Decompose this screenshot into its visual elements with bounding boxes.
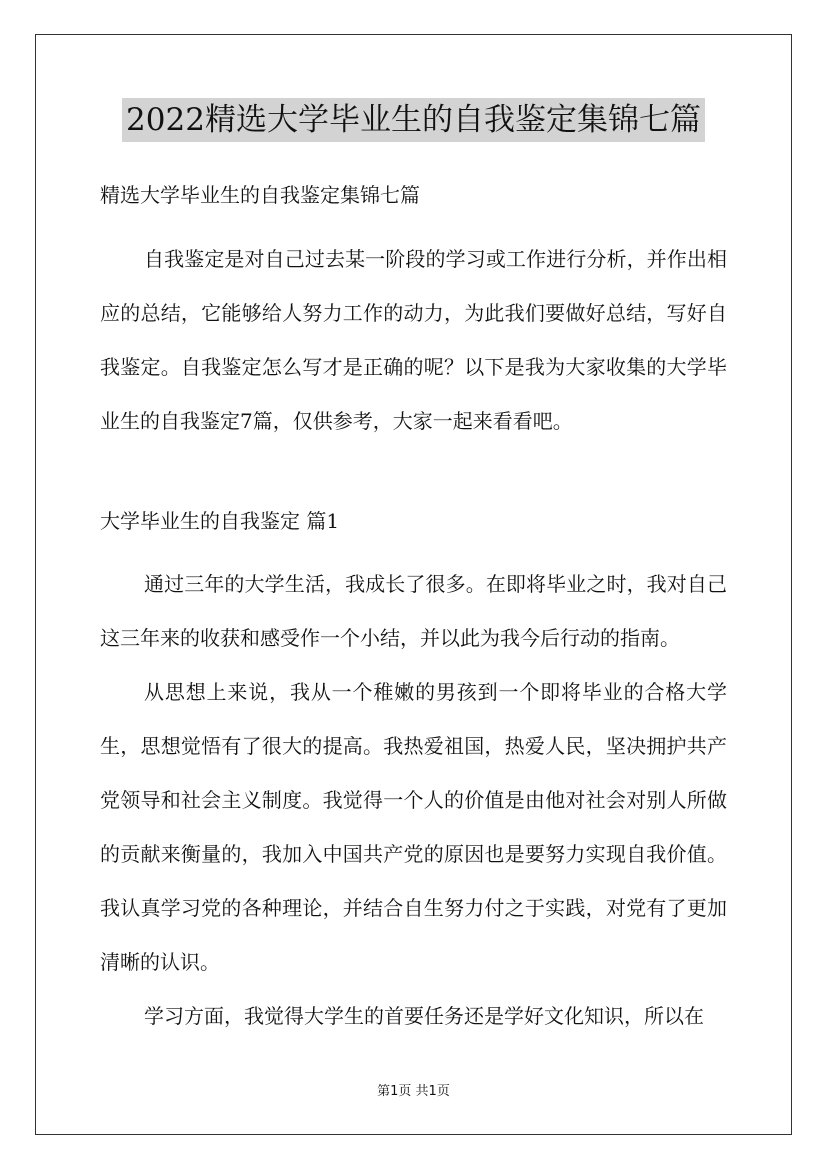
intro-paragraph: 自我鉴定是对自己过去某一阶段的学习或工作进行分析，并作出相应的总结，它能够给人努力工作的动力，为此我们要做好总结，写好自我鉴定。自我鉴定怎么写才是正确的呢？以下是我为大家收集的大学毕业生的自我鉴定7篇，仅供参考，大家一起来看看吧。 — [100, 247, 727, 433]
body-paragraph-3: 学习方面，我觉得大学生的首要任务还是学好文化知识，所以在 — [144, 1004, 704, 1028]
document-subtitle: 精选大学毕业生的自我鉴定集锦七篇 — [100, 183, 420, 207]
page-footer: 第1页 共1页 — [377, 1084, 450, 1099]
section-heading: 大学毕业生的自我鉴定 篇1 — [100, 509, 340, 533]
body-paragraph-1: 通过三年的大学生活，我成长了很多。在即将毕业之时，我对自己这三年来的收获和感受作一个小结，并以此为我今后行动的指南。 — [100, 572, 727, 650]
body-paragraph-2: 从思想上来说，我从一个稚嫩的男孩到一个即将毕业的合格大学生，思想觉悟有了很大的提高。我热爱祖国，热爱人民，坚决拥护共产党领导和社会主义制度。我觉得一个人的价值是由他对社会对别人所做的贡献来衡量的，我加入中国共产党的原因也是要努力实现自我价值。我认真学习党的各种理论，并结合自生努力付之于实践，对党有了更加清晰的认识。 — [100, 680, 727, 974]
title-container — [0, 98, 827, 142]
document-title: 2022精选大学毕业生的自我鉴定集锦七篇 — [122, 98, 705, 142]
